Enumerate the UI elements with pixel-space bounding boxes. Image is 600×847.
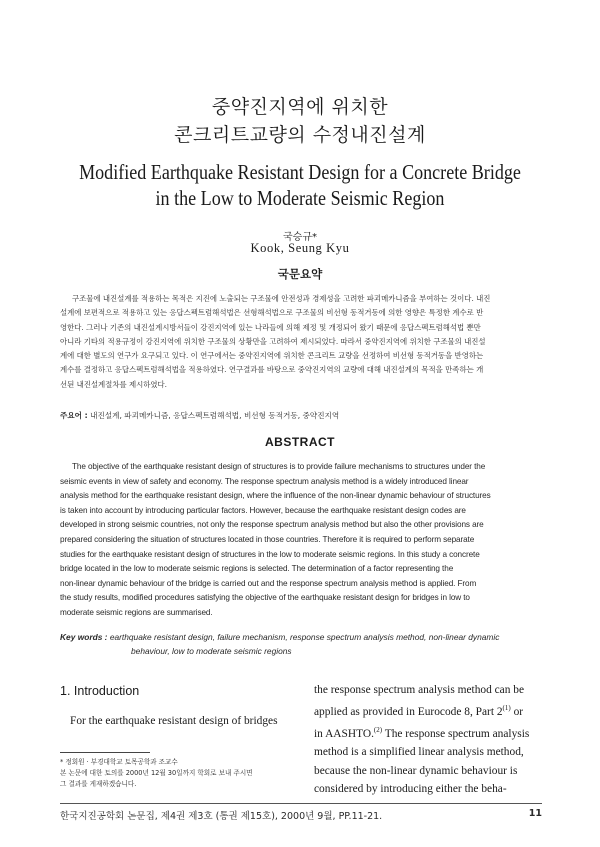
abstract-english-line: the study results, modified procedures satisfying the objective of the earthquake resistant design for bridges in low to xyxy=(60,593,470,603)
footnote-line: * 정회원 · 부경대학교 토목공학과 조교수 xyxy=(60,758,178,766)
abstract-korean-line: 선된 내진설계절차를 제시하였다. xyxy=(60,379,168,389)
footer-citation: 한국지진공학회 논문집, 제4권 제3호 (통권 제15호), 2000년 9월, PP.11-21. xyxy=(60,811,383,822)
page-footer xyxy=(60,808,542,822)
intro-right-line: applied as provided in Eurocode 8, Part 2$^{(1)}$ or xyxy=(314,704,524,719)
intro-left-column: For the earthquake resistant design of bridges xyxy=(70,715,278,727)
abstract-english-line: moderate seismic regions are summarised. xyxy=(60,607,213,617)
abstract-korean-line: 아니라 기타의 적용규정이 강진지역에 위치한 구조물의 상황만을 고려하여 제시되었다. 따라서 중약진지역에 위치한 구조물의 내진설 xyxy=(60,336,486,346)
keywords-english-line1: earthquake resistant design, failure mechanism, response spectrum analysis method, non-linear dynamic xyxy=(109,632,500,642)
abstract-english-line: seismic events in view of safety and economy. The response spectrum analysis method is a widely introduced linear xyxy=(60,476,469,486)
abstract-english-line: prepared considering the situation of structures located in those countries. Therefore it is required to perform separate xyxy=(60,534,475,544)
abstract-english-line: bridge located in the low to moderate seismic regions is selected. The determination of a factor representing the xyxy=(60,564,454,574)
keywords-korean-label: 주요어 : xyxy=(60,411,88,420)
abstract-korean-heading: 국문요약 xyxy=(277,267,323,281)
abstract-english-line: studies for the earthquake resistant design of structures in the low to moderate seismic regions. In this study a concrete xyxy=(60,549,480,559)
abstract-korean-line: 계에 대한 별도의 연구가 요구되고 있다. 이 연구에서는 중약진지역에 위치한 콘크리트 교량을 선정하여 비선형 동적거동을 반영하는 xyxy=(60,351,484,361)
section-title-introduction: 1. Introduction xyxy=(60,684,140,698)
keywords-korean-text: 내진설계, 파괴메카니즘, 응답스펙트럼해석법, 비선형 동적거동, 중약진지역 xyxy=(90,411,340,420)
reference-marker: (2) xyxy=(373,726,383,735)
intro-right-line: because the non-linear dynamic behaviour is xyxy=(314,764,518,777)
keywords-english-line2: behaviour, low to moderate seismic regions xyxy=(131,646,292,656)
intro-right-line: the response spectrum analysis method can be xyxy=(314,684,525,696)
intro-right-line: in AASHTO.$^{(2)}$ The response spectrum analysis xyxy=(314,726,530,741)
keywords-korean xyxy=(60,410,538,421)
abstract-english-line: The objective of the earthquake resistant design of structures is to provide failure mechanisms to structures under the xyxy=(72,462,486,471)
abstract-english-line: analysis method for the earthquake resistant design, where the influence of the non-linear dynamic behaviour of structures xyxy=(60,491,491,501)
abstract-english-line: non-linear dynamic behaviour of the bridge is carried out and the response spectrum analysis method is applied. From xyxy=(60,578,477,588)
intro-right-column xyxy=(314,681,540,798)
abstract-english xyxy=(60,460,540,621)
author-english: Kook, Seung Kyu xyxy=(250,241,350,255)
title-english-line1: Modified Earthquake Resistant Design for a Concrete Bridge xyxy=(79,160,521,184)
page-number: 11 xyxy=(528,808,542,819)
abstract-korean-line: 계수를 결정하고 응답스펙트럼해석법을 적용하였다. 연구결과를 바탕으로 중약진지역의 교량에 대해 내진설계의 목적을 만족하는 개 xyxy=(60,365,484,375)
footnote-line: 그 결과를 게재하겠습니다. xyxy=(60,780,137,788)
intro-right-line: considered by introducing either the beha- xyxy=(314,783,507,796)
abstract-english-heading: ABSTRACT xyxy=(265,435,335,449)
footnote xyxy=(60,757,300,790)
abstract-korean-line: 구조물에 내진설계를 적용하는 목적은 지진에 노출되는 구조물에 안전성과 경제성을 고려한 파괴메카니즘을 부여하는 것이다. 내진 xyxy=(72,294,491,303)
abstract-english-line: is taken into account by introducing particular factors. However, because the earthquake resistant design codes are xyxy=(60,505,466,515)
keywords-english xyxy=(60,630,540,658)
abstract-korean-line: 설계에 보편적으로 적용하고 있는 응답스펙트럼해석법은 선형해석법으로 구조물의 비선형 동적거동에 의한 영향은 특정한 계수로 반 xyxy=(60,308,484,318)
reference-marker: (1) xyxy=(502,704,511,713)
title-english-line2: in the Low to Moderate Seismic Region xyxy=(155,186,445,210)
abstract-korean xyxy=(60,292,538,392)
title-korean-line2: 콘크리트교량의 수정내진설계 xyxy=(174,124,426,146)
abstract-korean-line: 영한다. 그러나 기존의 내진설계시방서들이 강진지역에 있는 나라들에 의해 제정 및 개정되어 왔기 때문에 응답스펙트럼해석법 뿐만 xyxy=(60,322,481,332)
keywords-english-label: Key words : xyxy=(60,632,108,642)
footer-rule xyxy=(60,803,542,804)
footnote-line: 본 논문에 대한 토의를 2000년 12월 30일까지 학회로 보내 주시면 xyxy=(60,769,253,777)
footnote-rule xyxy=(60,752,150,753)
author-korean: 국승규* xyxy=(283,232,317,243)
abstract-english-line: developed in strong seismic countries, not only the response spectrum analysis method but also the other provisions are xyxy=(60,520,484,530)
title-korean-line1: 중약진지역에 위치한 xyxy=(211,96,389,118)
intro-right-line: method is a simplified linear analysis method, xyxy=(314,746,524,759)
